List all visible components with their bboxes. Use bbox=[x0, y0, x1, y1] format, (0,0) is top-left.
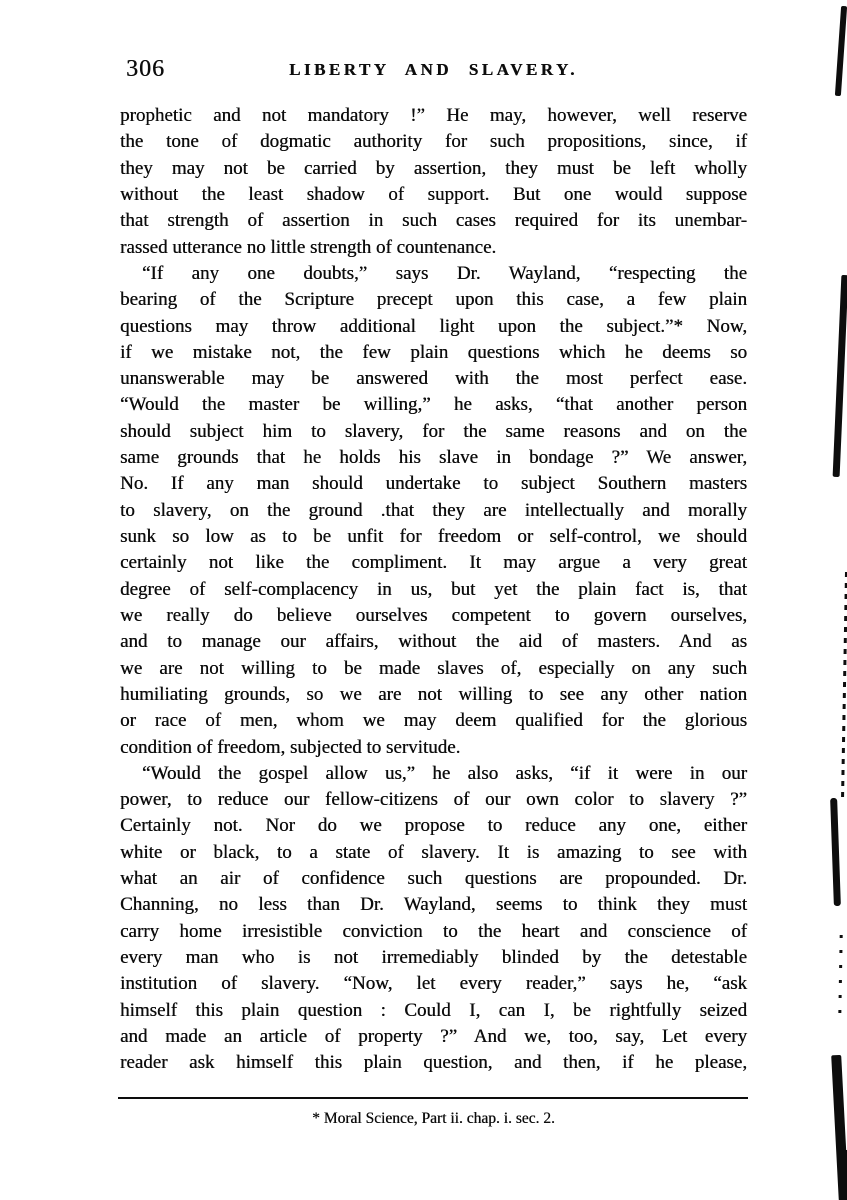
text-line: should subject him to slavery, for the same reasons and on the bbox=[120, 420, 747, 442]
text-line: rassed utterance no little strength of countenance. bbox=[120, 236, 497, 258]
text-line: we are not willing to be made slaves of, especially on any such bbox=[120, 657, 747, 679]
text-line: without the least shadow of support. But one would suppose bbox=[120, 183, 747, 205]
text-line: Certainly not. Nor do we propose to reduce any one, either bbox=[120, 815, 747, 837]
text-line: bearing of the Scripture precept upon this case, a few plain bbox=[120, 289, 747, 311]
text-line: certainly not like the compliment. It may argue a very great bbox=[120, 552, 747, 574]
text-line: questions may throw additional light upon the subject.”* Now, bbox=[120, 315, 747, 337]
text-line: unanswerable may be answered with the most perfect ease. bbox=[120, 368, 747, 390]
scan-artifact-top bbox=[835, 6, 847, 96]
text-line: carry home irresistible conviction to the heart and conscience of bbox=[120, 920, 747, 942]
footnote-rule bbox=[118, 1097, 748, 1099]
text-line: or race of men, whom we may deem qualified for the glorious bbox=[120, 710, 747, 732]
text-line: to slavery, on the ground .that they are intellectually and morally bbox=[120, 499, 747, 521]
scan-artifact-middle-dashed bbox=[841, 572, 847, 800]
text-line: the tone of dogmatic authority for such propositions, since, if bbox=[120, 131, 747, 153]
text-line: and made an article of property ?” And we, too, say, Let every bbox=[120, 1025, 747, 1047]
text-line: white or black, to a state of slavery. It is amazing to see with bbox=[120, 841, 747, 863]
text-line: reader ask himself this plain question, and then, if he please, bbox=[120, 1052, 747, 1074]
text-line: humiliating grounds, so we are not willing to see any other nation bbox=[120, 683, 747, 705]
footnote: * Moral Science, Part ii. chap. i. sec. 2. bbox=[312, 1110, 555, 1127]
text-line: if we mistake not, the few plain questions which he deems so bbox=[120, 341, 747, 363]
text-line: condition of freedom, subjected to servitude. bbox=[120, 736, 461, 758]
text-line: prophetic and not mandatory !” He may, however, well reserve bbox=[120, 105, 747, 126]
text-line: sunk so low as to be unfit for freedom or self-control, we should bbox=[120, 526, 747, 547]
text-line: “Would the master be willing,” he asks, “that another person bbox=[120, 394, 747, 416]
text-line: same grounds that he holds his slave in bondage ?” We answer, bbox=[120, 447, 747, 469]
text-line: Channing, no less than Dr. Wayland, seems to think they must bbox=[120, 894, 747, 916]
scan-artifact-dots bbox=[838, 935, 842, 1015]
page-number: 306 bbox=[126, 56, 165, 82]
text-line: what an air of confidence such questions are propounded. Dr. bbox=[120, 868, 747, 890]
page-header bbox=[120, 56, 747, 86]
running-title: LIBERTY AND SLAVERY. bbox=[289, 60, 578, 79]
text-line: degree of self-complacency in us, but yet the plain fact is, that bbox=[120, 578, 747, 600]
page-body bbox=[120, 103, 747, 1077]
text-line: every man who is not irremediably blinded by the detestable bbox=[120, 947, 747, 968]
text-line: himself this plain question : Could I, can I, be rightfully seized bbox=[120, 999, 747, 1021]
text-line: we really do believe ourselves competent to govern ourselves, bbox=[120, 604, 747, 626]
text-line: and to manage our affairs, without the aid of masters. And as bbox=[120, 631, 747, 653]
text-line: that strength of assertion in such cases required for its unembar- bbox=[120, 210, 747, 232]
text-line: “Would the gospel allow us,” he also asks, “if it were in our bbox=[142, 762, 747, 784]
text-line: they may not be carried by assertion, they must be left wholly bbox=[120, 157, 747, 179]
text-line: “If any one doubts,” says Dr. Wayland, “respecting the bbox=[142, 262, 747, 284]
text-line: institution of slavery. “Now, let every reader,” says he, “ask bbox=[120, 973, 747, 995]
text-line: No. If any man should undertake to subject Southern masters bbox=[120, 473, 747, 495]
scan-artifact-lower bbox=[830, 798, 841, 906]
scan-artifact-upper bbox=[833, 275, 847, 477]
scan-artifact-bottom-corner bbox=[840, 1150, 847, 1200]
text-line: power, to reduce our fellow-citizens of our own color to slavery ?” bbox=[120, 789, 747, 811]
